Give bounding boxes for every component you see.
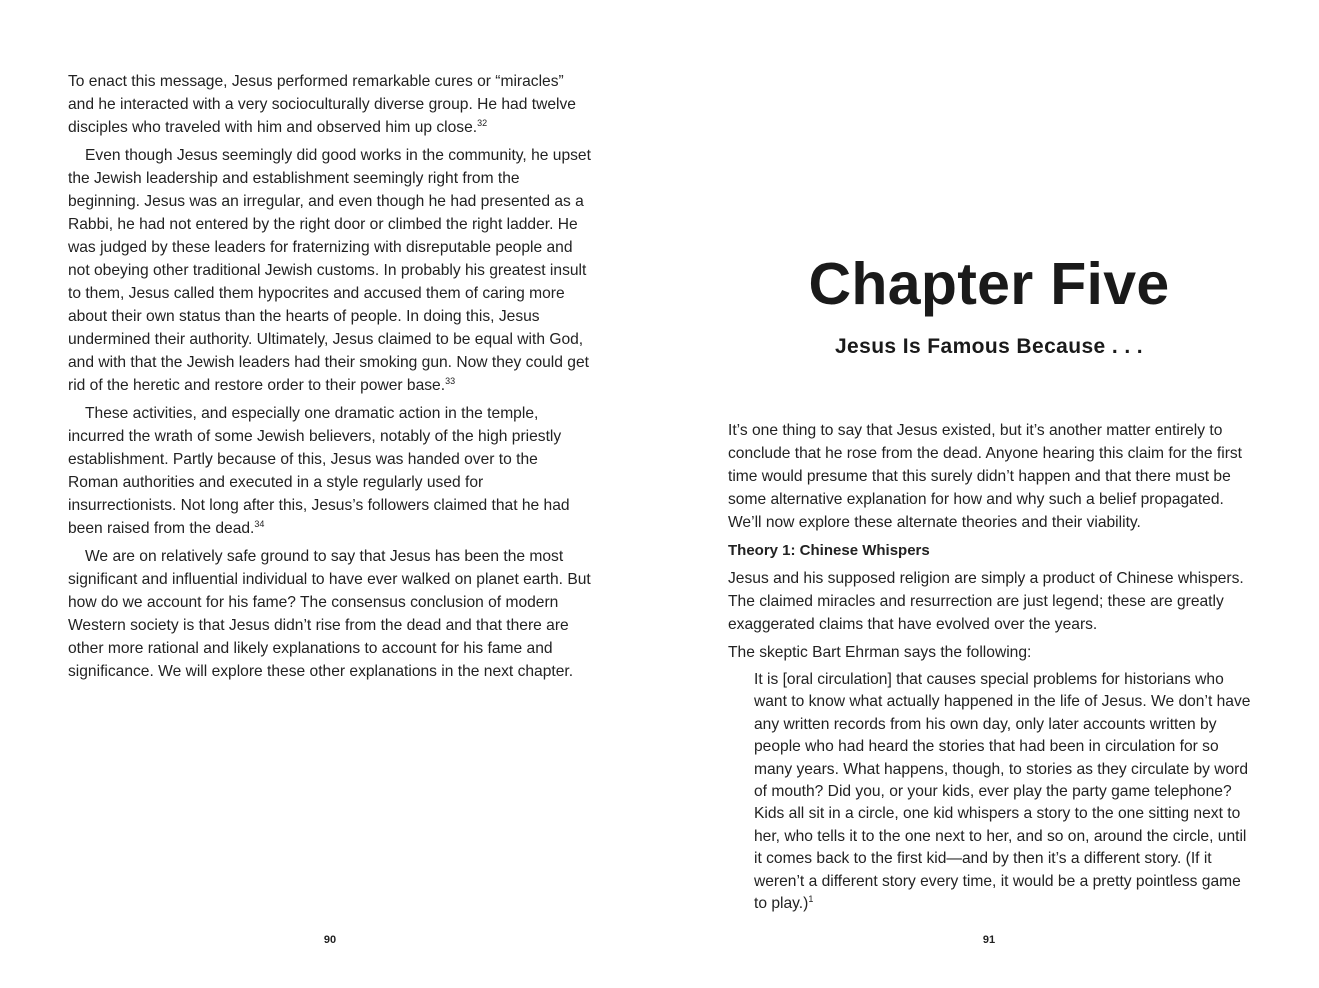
paragraph: The skeptic Bart Ehrman says the following:: [728, 644, 1032, 661]
footnote-marker: 33: [445, 376, 456, 386]
paragraph-text: To enact this message, Jesus performed remarkable cures or “miracles” and he interacted with a very socioculturally diverse group. He had twelve disciples who traveled with him and observed him up close.: [68, 73, 576, 136]
paragraph-text: These activities, and especially one dramatic action in the temple, incurred the wrath of some Jewish believers, notably of the high priestly establishment. Partly because of this, Jesus was handed over to the Roman authorities and executed in a style regularly used for insurrectionists. Not long after this, Jesus’s followers claimed that he had been raised from the dead.: [68, 405, 570, 537]
right-body-text: [728, 419, 1255, 915]
quote-text: It is [oral circulation] that causes special problems for historians who want to know what actually happened in the life of Jesus. We don’t have any written records from his own day, only later accounts written by people who had heard the stories that had been in circulation for so many years. What happens, though, to stories as they circulate by word of mouth? Did you, or your kids, ever play the party game telephone? Kids all sit in a circle, one kid whispers a story to the one sitting next to her, who tells it to the one next to her, and so on, around the circle, until it comes back to the first kid—and by then it’s a different story. (If it weren’t a different story every time, it would be a pretty pointless game to play.): [754, 671, 1251, 913]
chapter-title: Chapter Five: [808, 251, 1170, 317]
block-quote: [754, 669, 1255, 915]
paragraph: [68, 545, 592, 683]
footnote-marker: 32: [477, 118, 488, 128]
paragraph-text: Even though Jesus seemingly did good works in the community, he upset the Jewish leadership and establishment seemingly right from the beginning. Jesus was an irregular, and even though he had presented as a Rabbi, he had not entered by the right door or climbed the right ladder. He was judged by these leaders for fraternizing with disreputable people and not obeying other traditional Jewish customs. In probably his greatest insult to them, Jesus called them hypocrites and accused them of caring more about their own status than the hearts of people. In doing this, Jesus undermined their authority. Ultimately, Jesus claimed to be equal with God, and with that the Jewish leaders had their smoking gun. Now they could get rid of the heretic and restore order to their power base.: [68, 147, 591, 394]
paragraph: [68, 402, 592, 540]
paragraph: Jesus and his supposed religion are simply a product of Chinese whispers. The claimed miracles and resurrection are just legend; these are greatly exaggerated claims that have evolved over the years.: [728, 570, 1244, 633]
intro-paragraph: It’s one thing to say that Jesus existed, but it’s another matter entirely to conclude that he rose from the dead. Anyone hearing this claim for the first time would presume that this surely didn’t happen and that there must be some alternative explanation for how and why such a belief propagated. We’ll now explore these alternate theories and their viability.: [728, 422, 1243, 531]
page-number: 90: [323, 934, 337, 946]
left-page: [0, 0, 659, 988]
right-page: [659, 0, 1319, 988]
left-body-text: [68, 70, 592, 688]
paragraph: [68, 70, 592, 139]
section-heading: Theory 1: Chinese Whispers: [728, 542, 930, 559]
chapter-subtitle: Jesus Is Famous Because . . .: [834, 335, 1144, 358]
footnote-marker: 1: [808, 894, 814, 905]
footnote-marker: 34: [254, 519, 265, 529]
paragraph: [68, 144, 592, 397]
paragraph-text: We are on relatively safe ground to say that Jesus has been the most significant and influential individual to have ever walked on planet earth. But how do we account for his fame? The consensus conclusion of modern Western society is that Jesus didn’t rise from the dead and that there are other more rational and likely explanations to account for his fame and significance. We will explore these other explanations in the next chapter.: [68, 548, 591, 680]
page-number: 91: [982, 934, 996, 946]
